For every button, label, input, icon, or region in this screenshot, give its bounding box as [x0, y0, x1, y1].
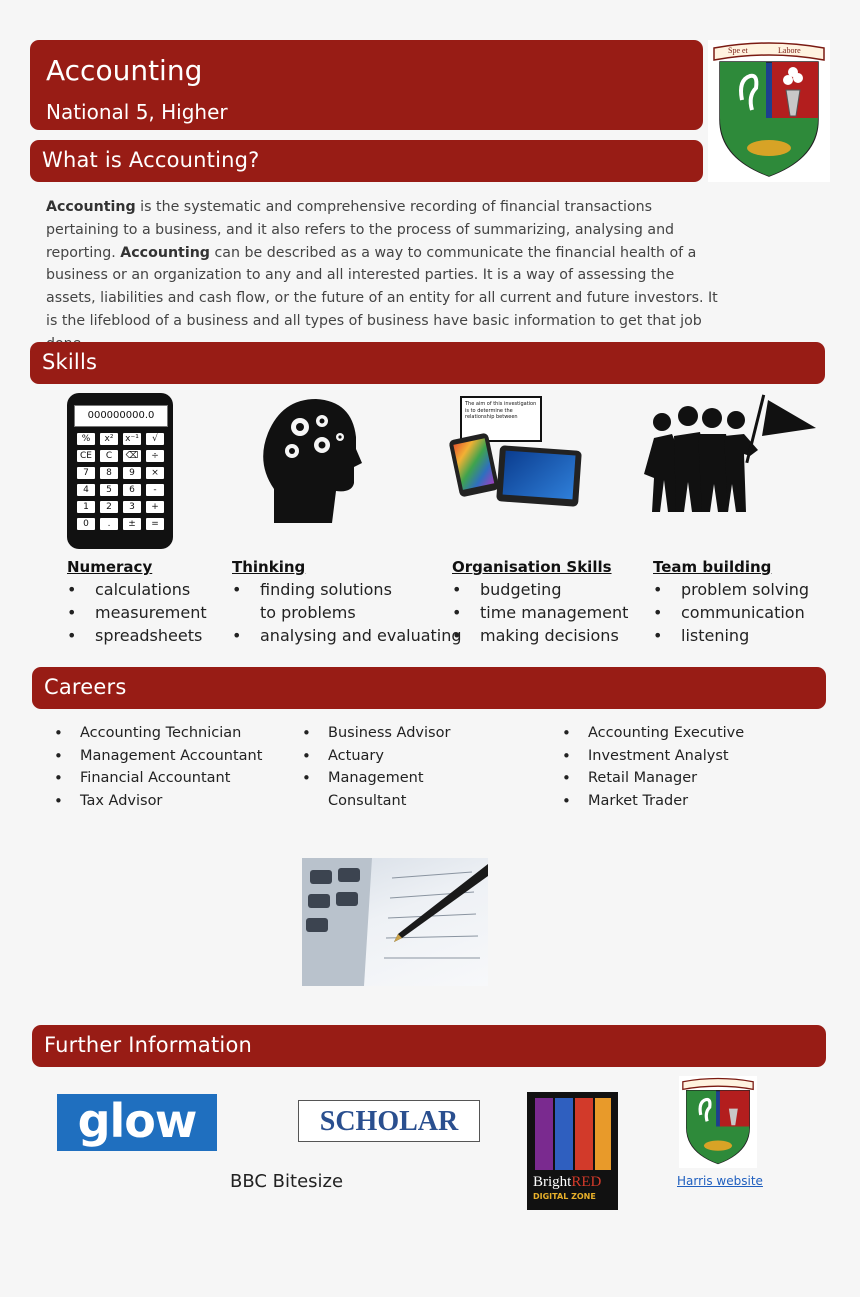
- skill-organisation-list: [452, 578, 647, 647]
- title-banner: [30, 40, 703, 130]
- skill-team-title: Team building: [653, 558, 772, 576]
- skill-team-list: [653, 578, 833, 647]
- calculator-key: ×: [146, 467, 164, 479]
- scholar-logo-text: SCHOLAR: [319, 1106, 459, 1137]
- phone-image: [448, 432, 499, 497]
- list-item: • budgeting: [452, 578, 647, 601]
- list-item: • Business Advisor: [300, 722, 460, 745]
- calculator-key: x⁻¹: [123, 433, 141, 445]
- page-title: Accounting: [46, 54, 203, 87]
- list-item: • time management: [452, 601, 647, 624]
- calculator-key: ÷: [146, 450, 164, 462]
- intro-text-2: can be described as a way to communicate the financial health of a business or an organization to any and all interested parties. It is a way of assessing the assets, liabilities and cash flow, or the future of an entity for all current and future investors. It is the lifeblood of a business and all types of business have basic information to get that job: [46, 244, 718, 329]
- crest-motto-left: Spe et: [728, 46, 748, 55]
- calculator-key: +: [146, 501, 164, 513]
- calculator-icon: [67, 393, 173, 549]
- harris-crest[interactable]: [679, 1076, 757, 1168]
- list-item: • analysing and evaluating: [232, 624, 452, 647]
- skill-numeracy-list: [67, 578, 227, 647]
- page-subtitle: National 5, Higher: [46, 100, 228, 124]
- calculator-key: %: [77, 433, 95, 445]
- calculator-key: x²: [100, 433, 118, 445]
- section-what-is-heading: What is Accounting?: [42, 148, 260, 172]
- calculator-key: 3: [123, 501, 141, 513]
- careers-list-2: [300, 722, 460, 812]
- calculator-key: =: [146, 518, 164, 530]
- list-item: • making decisions: [452, 624, 647, 647]
- tablet-image: [496, 445, 582, 507]
- bbc-bitesize-label[interactable]: BBC Bitesize: [230, 1171, 344, 1192]
- calculator-key: 9: [123, 467, 141, 479]
- devices-icon: [452, 396, 584, 508]
- list-item: • Actuary: [300, 745, 460, 768]
- list-item: • problem solving: [653, 578, 833, 601]
- section-what-is: [30, 140, 703, 182]
- section-further-info: [32, 1025, 826, 1067]
- list-item: • listening: [653, 624, 833, 647]
- team-flag-icon: [640, 394, 820, 524]
- brightred-word-bright: Bright: [533, 1174, 572, 1190]
- calculator-key: 5: [100, 484, 118, 496]
- brightred-digital-zone: DIGITAL ZONE: [533, 1192, 596, 1201]
- calculator-key: ⌫: [123, 450, 141, 462]
- intro-term-1: Accounting: [46, 199, 136, 215]
- list-item: • calculations: [67, 578, 227, 601]
- list-item: • Investment Analyst: [560, 745, 790, 768]
- list-item: • spreadsheets: [67, 624, 227, 647]
- list-item: • Retail Manager: [560, 767, 790, 790]
- calculator-display: 000000000.0: [74, 405, 168, 427]
- calculator-pen-photo: [302, 858, 488, 986]
- calculator-key: √: [146, 433, 164, 445]
- calculator-key: 7: [77, 467, 95, 479]
- skill-numeracy-title: Numeracy: [67, 558, 153, 576]
- brightred-logo-text: [533, 1174, 601, 1191]
- calculator-key: 6: [123, 484, 141, 496]
- calculator-key: .: [100, 518, 118, 530]
- skill-thinking-title: Thinking: [232, 558, 306, 576]
- calculator-key: -: [146, 484, 164, 496]
- intro-text-1: is the systematic and comprehensive recording of financial transactions pertaining to a business, and it also refers to the process of summarizing, analysing and reporting.: [46, 199, 675, 261]
- intro-term-2: Accounting: [120, 244, 210, 261]
- brightred-word-red: RED: [571, 1174, 602, 1190]
- brightred-logo[interactable]: [527, 1092, 618, 1210]
- calculator-key: C: [100, 450, 118, 462]
- calculator-key: 2: [100, 501, 118, 513]
- calculator-key: ±: [123, 518, 141, 530]
- list-item: • Tax Advisor: [52, 790, 282, 813]
- crest-motto-right: Labore: [778, 46, 801, 55]
- list-item: • communication: [653, 601, 833, 624]
- list-item: • Accounting Technician: [52, 722, 282, 745]
- calculator-key: 4: [77, 484, 95, 496]
- careers-list-3: [560, 722, 790, 812]
- list-item: • finding solutions to problems: [232, 578, 410, 624]
- harris-website-link[interactable]: Harris website: [677, 1174, 763, 1188]
- list-item: • measurement: [67, 601, 227, 624]
- list-item: • Accounting Executive: [560, 722, 790, 745]
- list-item: • Management Accountant: [52, 745, 282, 768]
- head-gears-icon: [262, 393, 362, 523]
- list-item: • Financial Accountant: [52, 767, 282, 790]
- section-careers: [32, 667, 826, 709]
- school-crest: [708, 40, 830, 182]
- skill-thinking-list: [232, 578, 462, 647]
- section-skills: [30, 342, 825, 384]
- calculator-key: 8: [100, 467, 118, 479]
- calculator-key: 1: [77, 501, 95, 513]
- list-item: • Market Trader: [560, 790, 790, 813]
- note-card-text: The aim of this investigation is to determine the relationship between: [465, 401, 537, 420]
- list-item: • Management Consultant: [300, 767, 428, 812]
- calculator-key: CE: [77, 450, 95, 462]
- calculator-key: 0: [77, 518, 95, 530]
- scholar-logo[interactable]: [298, 1100, 480, 1142]
- section-skills-heading: Skills: [42, 350, 98, 374]
- skill-organisation-title: Organisation Skills: [452, 558, 612, 576]
- intro-paragraph: [46, 196, 726, 356]
- glow-logo-text: glow: [77, 1094, 197, 1148]
- glow-logo[interactable]: [57, 1094, 217, 1151]
- careers-list-1: [52, 722, 282, 812]
- section-further-info-heading: Further Information: [44, 1033, 253, 1057]
- section-careers-heading: Careers: [44, 675, 127, 699]
